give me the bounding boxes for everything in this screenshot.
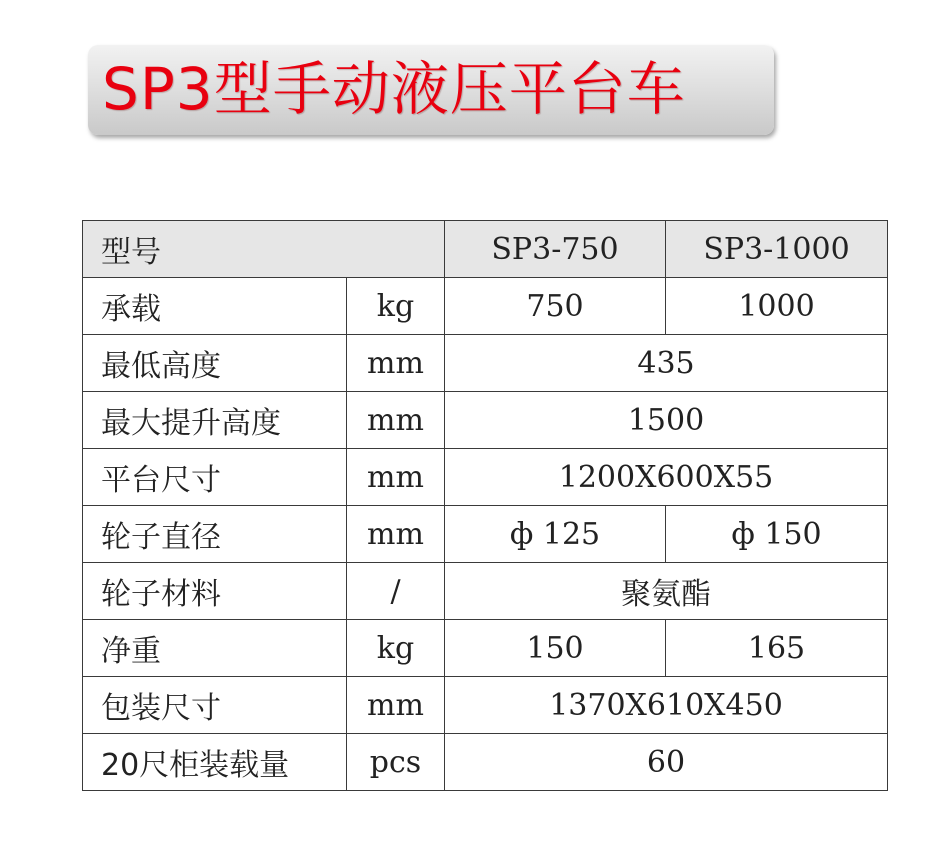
row-value: 435 <box>445 335 888 392</box>
table-header-row <box>83 221 888 278</box>
row-label: 最大提升高度 <box>83 392 347 449</box>
row-unit: mm <box>347 392 445 449</box>
row-value: 165 <box>666 620 888 677</box>
row-value: ф 150 <box>666 506 888 563</box>
row-unit: kg <box>347 620 445 677</box>
row-value: 1500 <box>445 392 888 449</box>
row-label: 承载 <box>83 278 347 335</box>
title-banner <box>88 45 774 135</box>
row-label: 净重 <box>83 620 347 677</box>
row-value: 1370X610X450 <box>445 677 888 734</box>
header-label-cell: 型号 <box>83 221 445 278</box>
row-value: 1000 <box>666 278 888 335</box>
row-unit: mm <box>347 335 445 392</box>
row-unit: mm <box>347 677 445 734</box>
row-label: 轮子材料 <box>83 563 347 620</box>
header-model-cell: SP3-1000 <box>666 221 888 278</box>
table-row <box>83 506 888 563</box>
table-row <box>83 734 888 791</box>
row-unit: kg <box>347 278 445 335</box>
row-value: 1200X600X55 <box>445 449 888 506</box>
row-unit: mm <box>347 506 445 563</box>
row-label: 轮子直径 <box>83 506 347 563</box>
spec-table <box>82 220 888 791</box>
table-row <box>83 677 888 734</box>
row-value: ф 125 <box>445 506 666 563</box>
header-model-cell: SP3-750 <box>445 221 666 278</box>
row-value: 150 <box>445 620 666 677</box>
table-row <box>83 392 888 449</box>
table-row <box>83 620 888 677</box>
row-label: 平台尺寸 <box>83 449 347 506</box>
row-label: 20尺柜装载量 <box>83 734 347 791</box>
row-unit: mm <box>347 449 445 506</box>
row-label: 包装尺寸 <box>83 677 347 734</box>
table-row <box>83 563 888 620</box>
row-unit: / <box>347 563 445 620</box>
row-value: 750 <box>445 278 666 335</box>
row-unit: pcs <box>347 734 445 791</box>
row-value: 聚氨酯 <box>445 563 888 620</box>
table-row <box>83 278 888 335</box>
page-title: SP3型手动液压平台车 <box>102 55 686 123</box>
table-row <box>83 449 888 506</box>
row-label: 最低高度 <box>83 335 347 392</box>
row-value: 60 <box>445 734 888 791</box>
table-row <box>83 335 888 392</box>
